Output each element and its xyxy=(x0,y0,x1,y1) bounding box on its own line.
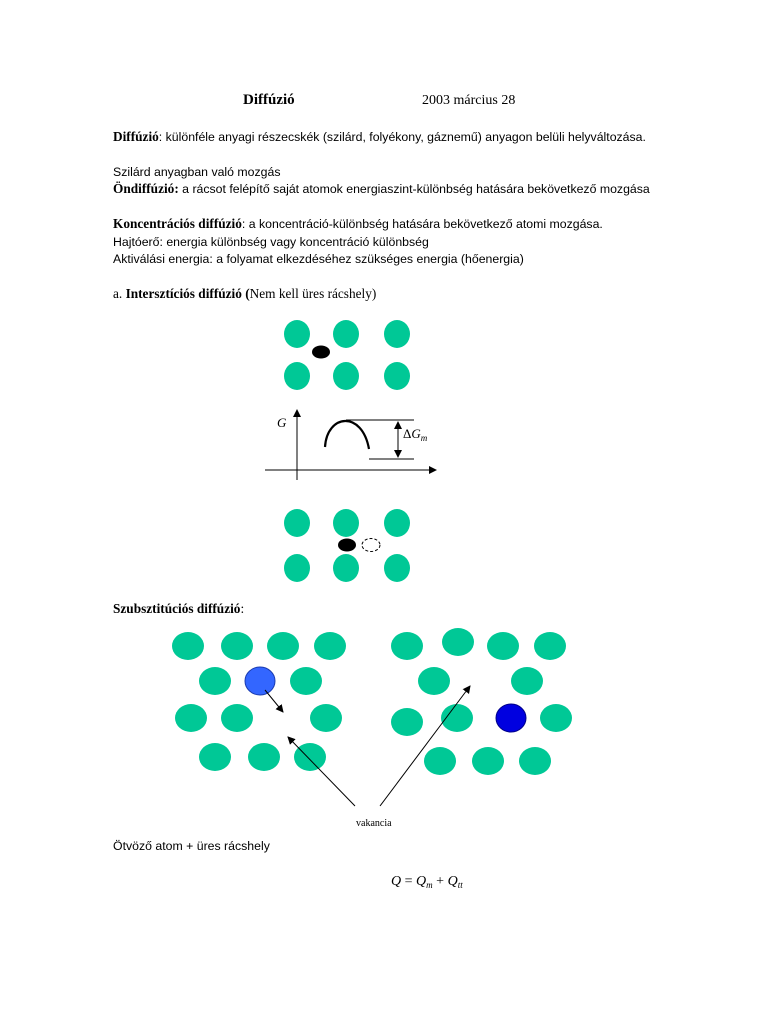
interstitial-atom xyxy=(312,346,330,359)
lattice-atom xyxy=(384,320,410,348)
interstitial-lattice-before xyxy=(284,320,410,390)
lattice-atom xyxy=(333,509,359,537)
energy-barrier-graph xyxy=(265,410,436,480)
interstitial-lattice-after xyxy=(284,509,410,582)
graph-y-label: G xyxy=(277,415,287,430)
lattice-atom xyxy=(221,704,253,732)
lattice-atom xyxy=(284,362,310,390)
lattice-atom xyxy=(391,632,423,660)
delta-g-label: $\Delta G_m$ xyxy=(403,426,428,443)
lattice-atom xyxy=(487,632,519,660)
lattice-atom xyxy=(284,320,310,348)
substitutional-lattice-right xyxy=(391,628,572,775)
self-diffusion-term: Öndiffúzió: xyxy=(113,181,179,196)
jump-direction-arrow xyxy=(265,690,283,712)
lattice-atom xyxy=(199,667,231,695)
lattice-atom xyxy=(424,747,456,775)
lattice-atom xyxy=(284,554,310,582)
energy-barrier-curve xyxy=(325,421,369,449)
substitutional-lattice-left xyxy=(172,632,346,771)
lattice-atom xyxy=(290,667,322,695)
page-title: Diffúzió xyxy=(243,92,295,108)
lattice-atom xyxy=(540,704,572,732)
lattice-atom xyxy=(284,509,310,537)
lattice-atom xyxy=(384,554,410,582)
lattice-atom xyxy=(175,704,207,732)
lattice-atom xyxy=(418,667,450,695)
lattice-atom xyxy=(442,628,474,656)
section-a-heading: a. Intersztíciós diffúzió (Nem kell üres rácshely) xyxy=(113,286,377,301)
vacancy-pointer-arrow xyxy=(380,686,470,806)
substitutional-atom xyxy=(245,667,275,695)
lattice-atom xyxy=(333,362,359,390)
lattice-atom xyxy=(294,743,326,771)
lattice-atom xyxy=(534,632,566,660)
activation-energy-formula: $Q = Q_m + Q_{tt}$ xyxy=(391,874,463,890)
diffusion-text: : különféle anyagi részecskék (szilárd, folyékony, gáznemű) anyagon belüli helyváltozása. xyxy=(158,130,646,144)
lattice-atom xyxy=(519,747,551,775)
lattice-atom xyxy=(511,667,543,695)
lattice-atom xyxy=(472,747,504,775)
section-b-term: Szubsztitúciós diffúzió xyxy=(113,601,241,616)
lattice-atom xyxy=(391,708,423,736)
lattice-atom xyxy=(248,743,280,771)
lattice-atom xyxy=(199,743,231,771)
section-a-term: Intersztíciós diffúzió ( xyxy=(125,286,250,301)
substitutional-atom xyxy=(496,704,526,732)
solid-motion-line: Szilárd anyagban való mozgás xyxy=(113,165,281,179)
empty-interstitial-site xyxy=(362,539,380,552)
lattice-atom xyxy=(333,320,359,348)
lattice-atom xyxy=(333,554,359,582)
activation-energy-line: Aktiválási energia: a folyamat elkezdéséhez szükséges energia (hőenergia) xyxy=(113,252,524,266)
alloy-atom-line: Ötvöző atom + üres rácshely xyxy=(113,839,270,853)
driving-force-line: Hajtóerő: energia különbség vagy koncentráció különbség xyxy=(113,235,429,249)
concentration-diffusion-text: : a koncentráció-különbség hatására bekövetkező atomi mozgása. xyxy=(241,217,603,231)
section-b-heading: Szubsztitúciós diffúzió: xyxy=(113,601,245,616)
vacancy-label: vakancia xyxy=(356,818,392,829)
lattice-atom xyxy=(267,632,299,660)
self-diffusion-text: a rácsot felépítő saját atomok energiaszint-különbség hatására bekövetkező mozgása xyxy=(178,182,650,196)
lattice-atom xyxy=(172,632,204,660)
lattice-atom xyxy=(314,632,346,660)
lattice-atom xyxy=(221,632,253,660)
lattice-atom xyxy=(384,509,410,537)
document-date: 2003 március 28 xyxy=(422,93,516,108)
concentration-diffusion-term: Koncentrációs diffúzió xyxy=(113,216,242,231)
interstitial-atom xyxy=(338,539,356,552)
lattice-atom xyxy=(310,704,342,732)
diffusion-term: Diffúzió xyxy=(113,129,159,144)
lattice-atom xyxy=(384,362,410,390)
